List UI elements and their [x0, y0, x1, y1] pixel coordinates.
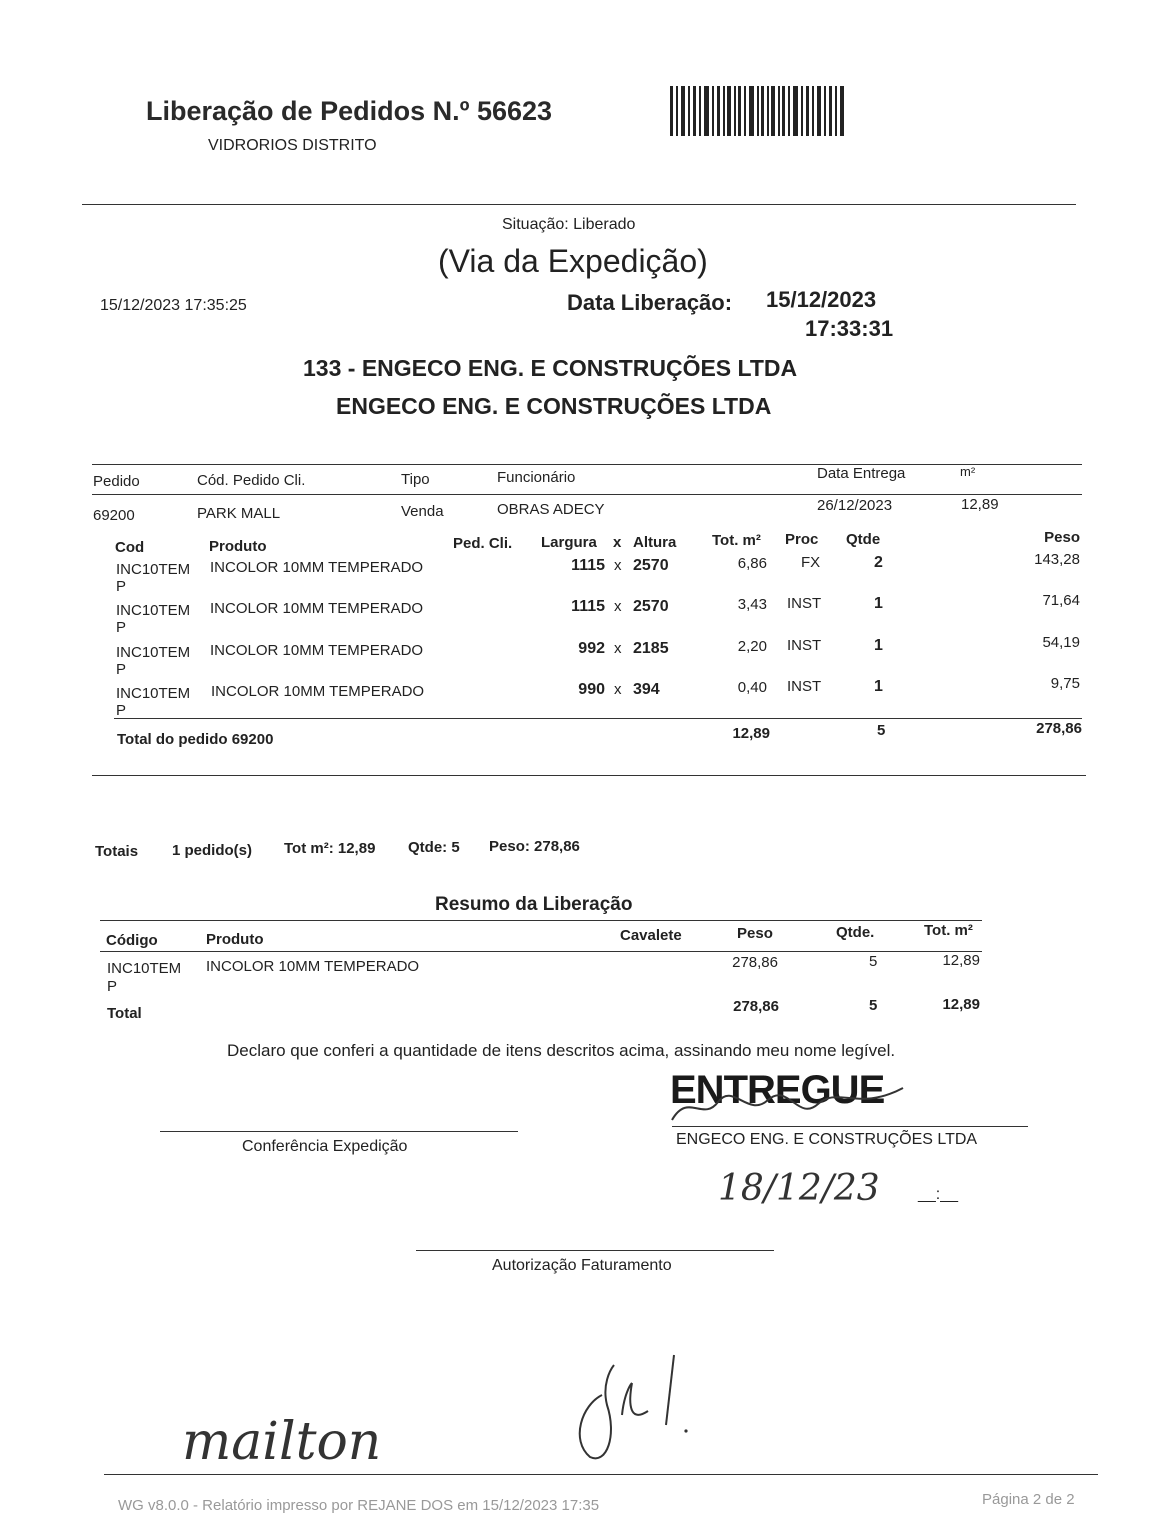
col-header-cod-pedido-cli: Cód. Pedido Cli.	[197, 472, 306, 489]
order-data-entrega-value: 26/12/2023	[817, 497, 893, 514]
header-divider	[82, 204, 1076, 205]
item-tot-m2: 0,40	[737, 679, 767, 696]
summary-total-qtde: 5	[869, 997, 878, 1014]
summary-header-peso: Peso	[737, 925, 773, 942]
item-altura: 2185	[633, 640, 669, 657]
liberation-date: 15/12/2023	[766, 287, 877, 312]
item-altura: 2570	[633, 598, 669, 615]
item-qtde: 1	[874, 678, 883, 695]
liberation-label: Data Liberação:	[567, 290, 733, 315]
item-proc: FX	[801, 554, 821, 571]
signature-line	[672, 1126, 1028, 1127]
item-x: x	[614, 598, 622, 615]
time-blank: __:__	[918, 1186, 959, 1203]
summary-total-tot-m2: 12,89	[942, 996, 980, 1013]
item-largura: 992	[578, 640, 605, 657]
item-header-qtde: Qtde	[846, 531, 881, 548]
item-proc: INST	[787, 678, 822, 695]
item-largura: 1115	[571, 557, 605, 574]
item-cod-cont: P	[116, 578, 127, 595]
summary-codigo: INC10TEM	[107, 960, 182, 977]
item-produto: INCOLOR 10MM TEMPERADO	[211, 683, 425, 700]
item-x: x	[614, 557, 622, 574]
item-proc: INST	[787, 595, 822, 612]
entregue-stamp: ENTREGUE	[670, 1068, 885, 1112]
item-cod: INC10TEM	[116, 561, 191, 578]
summary-header-tot-m2: Tot. m²	[924, 922, 973, 939]
order-total-qtde: 5	[877, 722, 886, 739]
item-peso: 143,28	[1034, 551, 1080, 568]
totals-label: Totais	[95, 843, 139, 860]
summary-codigo-cont: P	[107, 978, 118, 995]
item-altura: 394	[633, 681, 660, 698]
via-text: (Via da Expedição)	[438, 243, 708, 279]
order-tipo-value: Venda	[401, 503, 444, 520]
client-line-1: 133 - ENGECO ENG. E CONSTRUÇÕES LTDA	[303, 355, 798, 381]
conferencia-line	[160, 1131, 518, 1132]
order-header-rule	[92, 494, 1082, 495]
liberation-time: 17:33:31	[805, 316, 894, 341]
summary-header-qtde: Qtde.	[836, 924, 875, 941]
item-cod-cont: P	[116, 702, 127, 719]
order-funcionario-value: OBRAS ADECY	[497, 501, 605, 518]
autorizacao-label: Autorização Faturamento	[492, 1257, 672, 1274]
order-total-label: Total do pedido 69200	[117, 731, 274, 748]
item-proc: INST	[787, 637, 822, 654]
conferencia-label: Conferência Expedição	[242, 1138, 408, 1155]
col-header-m2: m²	[960, 464, 976, 479]
print-datetime: 15/12/2023 17:35:25	[100, 297, 247, 314]
autorizacao-line	[416, 1250, 774, 1251]
item-cod: INC10TEM	[116, 602, 191, 619]
item-cod-cont: P	[116, 661, 127, 678]
item-cod: INC10TEM	[116, 644, 191, 661]
order-total-peso: 278,86	[1036, 720, 1082, 737]
summary-top-rule	[100, 920, 982, 921]
item-header-produto: Produto	[209, 538, 267, 555]
signature-company: ENGECO ENG. E CONSTRUÇÕES LTDA	[676, 1131, 978, 1148]
situation-text: Situação: Liberado	[502, 216, 636, 233]
item-produto: INCOLOR 10MM TEMPERADO	[210, 642, 424, 659]
declaration-text: Declaro que conferi a quantidade de itens descritos acima, assinando meu nome legível.	[227, 1041, 896, 1060]
item-peso: 9,75	[1050, 675, 1080, 692]
item-tot-m2: 6,86	[737, 555, 767, 572]
summary-produto: INCOLOR 10MM TEMPERADO	[206, 958, 420, 975]
item-x: x	[614, 681, 622, 698]
order-end-rule	[92, 775, 1086, 776]
item-header-tot-m2: Tot. m²	[712, 532, 761, 549]
item-largura: 990	[578, 681, 605, 698]
summary-title: Resumo da Liberação	[435, 894, 633, 915]
order-pedido-value: 69200	[93, 507, 135, 524]
item-peso: 71,64	[1042, 592, 1080, 609]
summary-total-label: Total	[107, 1005, 142, 1022]
order-top-rule	[92, 464, 1082, 465]
handwritten-name: mailton	[182, 1412, 382, 1472]
handwritten-initials	[562, 1345, 702, 1465]
item-tot-m2: 2,20	[737, 638, 767, 655]
summary-header-codigo: Código	[106, 932, 158, 949]
summary-header-cavalete: Cavalete	[620, 927, 682, 944]
item-header-peso: Peso	[1044, 529, 1080, 546]
item-altura: 2570	[633, 557, 669, 574]
item-header-largura: Largura	[541, 534, 597, 551]
page-title: Liberação de Pedidos N.º 56623	[146, 96, 553, 126]
footer-rule	[104, 1474, 1098, 1475]
handwritten-date: 18/12/23	[718, 1168, 880, 1209]
item-header-x: x	[613, 534, 622, 551]
summary-total-peso: 278,86	[733, 998, 779, 1015]
items-bottom-rule	[114, 718, 1082, 719]
footer-right: Página 2 de 2	[982, 1491, 1075, 1508]
totals-m2: Tot m²: 12,89	[284, 840, 376, 857]
summary-peso: 278,86	[732, 954, 778, 971]
item-header-proc: Proc	[785, 531, 819, 548]
barcode	[670, 86, 848, 138]
order-cod-pedido-cli-value: PARK MALL	[197, 505, 281, 522]
item-largura: 1115	[571, 598, 605, 615]
order-m2-value: 12,89	[961, 496, 999, 513]
col-header-tipo: Tipo	[401, 471, 430, 488]
item-produto: INCOLOR 10MM TEMPERADO	[210, 600, 424, 617]
col-header-pedido: Pedido	[93, 473, 140, 490]
item-qtde: 1	[874, 637, 883, 654]
item-peso: 54,19	[1042, 634, 1080, 651]
col-header-funcionario: Funcionário	[497, 469, 576, 486]
footer-left: WG v8.0.0 - Relatório impresso por REJANE DOS em 15/12/2023 17:35	[118, 1497, 600, 1514]
summary-header-rule	[100, 951, 982, 952]
order-total-m2: 12,89	[732, 725, 770, 742]
col-header-data-entrega: Data Entrega	[817, 465, 906, 482]
totals-qtde: Qtde: 5	[408, 839, 460, 856]
item-header-ped-cli: Ped. Cli.	[453, 535, 513, 552]
client-line-2: ENGECO ENG. E CONSTRUÇÕES LTDA	[336, 393, 772, 419]
company-name: VIDRORIOS DISTRITO	[208, 137, 377, 154]
item-qtde: 1	[874, 595, 883, 612]
totals-pedidos: 1 pedido(s)	[172, 842, 253, 859]
totals-peso: Peso: 278,86	[489, 838, 580, 855]
item-cod-cont: P	[116, 619, 127, 636]
signature-scribble	[668, 1082, 908, 1132]
summary-qtde: 5	[869, 953, 878, 970]
item-tot-m2: 3,43	[737, 596, 767, 613]
item-header-altura: Altura	[633, 534, 677, 551]
item-header-cod: Cod	[115, 539, 145, 556]
item-qtde: 2	[874, 554, 883, 571]
item-x: x	[614, 640, 622, 657]
summary-tot-m2: 12,89	[942, 952, 980, 969]
item-cod: INC10TEM	[116, 685, 191, 702]
item-produto: INCOLOR 10MM TEMPERADO	[210, 559, 424, 576]
summary-header-produto: Produto	[206, 931, 264, 948]
